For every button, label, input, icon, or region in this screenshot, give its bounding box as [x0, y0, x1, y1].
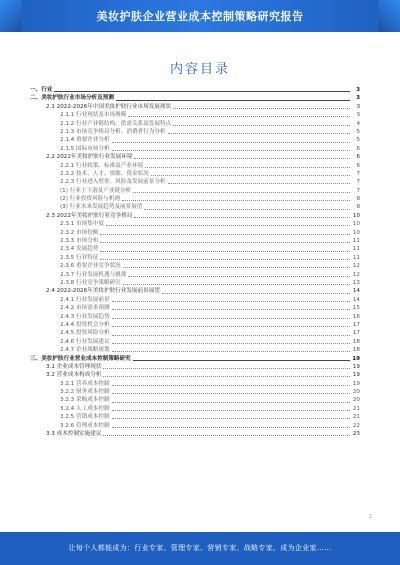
toc-entry-label: 2.1.3 市场竞争格局分析、消费者行为分析 [60, 128, 166, 135]
toc-leader-dots [144, 208, 350, 210]
toc-leader-dots [106, 224, 350, 226]
toc-leader-dots [112, 141, 350, 143]
toc-entry[interactable] [30, 203, 360, 211]
toc-entry[interactable] [30, 237, 360, 245]
toc-leader-dots [112, 401, 350, 403]
toc-entry[interactable] [30, 413, 360, 421]
toc-entry-page: 11 [352, 246, 360, 253]
toc-entry-label: 2.2.1 行业政策、标准及产业环境 [60, 162, 144, 169]
toc-entry[interactable] [30, 162, 360, 170]
toc-entry-label: 2.3.2 市场份额 [60, 229, 99, 236]
toc-entry-label: 2.4.6 行业发展建议 [60, 338, 110, 345]
toc-entry-page: 4 [356, 120, 360, 127]
toc-entry-page: 13 [352, 279, 360, 286]
toc-leader-dots [112, 342, 350, 344]
toc-entry[interactable] [30, 170, 360, 178]
toc-entry-page: 5 [356, 128, 360, 135]
toc-entry[interactable] [30, 338, 360, 346]
toc-entry-label: 2.3.7 行业发展机遇与挑战 [60, 271, 127, 278]
toc-entry-label: 2.3.4 发展趋势 [60, 246, 99, 253]
toc-entry[interactable] [30, 388, 360, 396]
toc-entry[interactable] [30, 355, 360, 363]
toc-leader-dots [128, 275, 350, 277]
toc-leader-dots [103, 375, 350, 377]
toc-entry[interactable] [30, 103, 360, 111]
toc-entry[interactable] [30, 405, 360, 413]
toc-entry-page: 23 [352, 431, 360, 438]
toc-leader-dots [112, 426, 350, 428]
toc-entry-label: 2.1.4 重要企业分析 [60, 137, 110, 144]
toc-entry-page: 20 [352, 389, 360, 396]
toc-entry-label: 一、行业 [30, 87, 53, 93]
toc-entry-label: 2.3.1 市场集中度 [60, 221, 104, 228]
toc-entry-page: 3 [356, 95, 360, 102]
toc-entry-label: 2.4.4 投资机会分析 [60, 321, 110, 328]
toc-entry-page: 7 [356, 179, 360, 186]
toc-entry-page: 19 [352, 380, 360, 387]
toc-leader-dots [112, 317, 350, 319]
toc-entry-label: 3.3 成本控制实施建议 [46, 431, 102, 438]
toc-entry[interactable] [30, 371, 360, 379]
toc-entry-label: 2.2.3 行业进入壁垒、风险及发展前景分析 [60, 179, 166, 186]
toc-entry[interactable] [30, 178, 360, 186]
footer-slogan: 让每个人都能成为：行业专家、管理专家、营销专家、战略专家、成为企业家…… [68, 544, 332, 552]
toc-entry[interactable] [30, 136, 360, 144]
toc-entry[interactable] [30, 329, 360, 337]
toc-entry-page: 22 [352, 422, 360, 429]
toc-leader-dots [133, 359, 350, 361]
toc-entry-label: 3.2.1 营养成本控制 [60, 380, 110, 387]
toc-entry-label: 3.2.6 管理成本控制 [60, 422, 110, 429]
toc-entry[interactable] [30, 287, 360, 295]
toc-entry-label: 3.2 营业成本构成分析 [46, 372, 102, 379]
toc-leader-dots [112, 308, 350, 310]
toc-entry[interactable] [30, 262, 360, 270]
toc-entry-page: 21 [352, 405, 360, 412]
toc-leader-dots [168, 182, 350, 184]
toc-leader-dots [112, 392, 350, 394]
toc-entry-label: 2.2 2022年美妆护肤行业发展环境 [46, 154, 133, 161]
toc-entry-page: 18 [352, 347, 360, 354]
toc-entry[interactable] [30, 346, 360, 354]
toc-entry-page: 14 [352, 296, 360, 303]
toc-entry[interactable] [30, 187, 360, 195]
toc-entry-label: 2.3 2022年美妆护肤行业竞争格局 [46, 212, 133, 219]
toc-leader-dots [100, 241, 350, 243]
toc-entry-label: 3.2.4 人工成本控制 [60, 405, 110, 412]
toc-entry-page: 14 [352, 288, 360, 295]
toc-entry-page: 6 [356, 154, 360, 161]
toc-entry-page: 5 [356, 137, 360, 144]
toc-entry-label: 2.4.5 投资风险分析 [60, 330, 110, 337]
toc-entry-page: 11 [352, 238, 360, 245]
toc-entry-page: 12 [352, 271, 360, 278]
toc-entry[interactable] [30, 313, 360, 321]
toc-entry-label: 2.3.8 行业竞争策略研究 [60, 279, 121, 286]
toc-entry[interactable] [30, 380, 360, 388]
toc-entry-page: 12 [352, 263, 360, 270]
toc-entry-page: 10 [352, 212, 360, 219]
toc-leader-dots [112, 325, 350, 327]
toc-entry[interactable] [30, 254, 360, 262]
toc-entry-label: 3.2.2 财务成本控制 [60, 389, 110, 396]
toc-leader-dots [103, 367, 350, 369]
toc-entry[interactable] [30, 86, 360, 94]
toc-entry-page: 7 [356, 170, 360, 177]
toc-leader-dots [162, 292, 350, 294]
toc-entry-page: 19 [352, 372, 360, 379]
toc-entry[interactable] [30, 296, 360, 304]
toc-entry-page: 3 [356, 103, 360, 110]
toc-leader-dots [112, 409, 350, 411]
toc-leader-dots [134, 216, 350, 218]
toc-entry-label: 2.3.5 行业特征 [60, 254, 99, 261]
toc-leader-dots [54, 90, 350, 92]
toc-entry-page: 20 [352, 397, 360, 404]
toc-leader-dots [112, 350, 350, 352]
toc-entry[interactable] [30, 153, 360, 161]
toc-entry-label: 2.4.2 市场需求预测 [60, 305, 110, 312]
toc-entry[interactable] [30, 94, 360, 102]
toc-leader-dots [100, 233, 350, 235]
toc-leader-dots [100, 250, 350, 252]
toc-entry-page: 8 [356, 204, 360, 211]
toc-entry-label: 2.1 2022-2026年中国美妆护肤行业市场发展现状 [46, 103, 172, 110]
toc-leader-dots [112, 384, 350, 386]
toc-entry-page: 10 [352, 221, 360, 228]
toc-entry-page: 15 [352, 305, 360, 312]
toc-entry-page: 6 [356, 162, 360, 169]
toc-entry[interactable] [30, 422, 360, 430]
toc-leader-dots [128, 115, 350, 117]
toc-entry[interactable] [30, 396, 360, 404]
toc-entry-label: 2.1.1 行业现状及市场规模 [60, 112, 127, 119]
toc-entry[interactable] [30, 145, 360, 153]
toc-leader-dots [123, 266, 350, 268]
toc-entry[interactable] [30, 229, 360, 237]
toc-entry-label: 2.4.1 行业发展前景 [60, 296, 110, 303]
toc-entry-label: 2.4 2022-2026年美妆护肤行业发展前景展望 [46, 288, 160, 295]
toc-entry[interactable] [30, 304, 360, 312]
toc-entry-label: 2.3.6 重要企业竞争状况 [60, 263, 121, 270]
toc-entry[interactable] [30, 120, 360, 128]
report-title: 美妆护肤企业营业成本控制策略研究报告 [96, 10, 304, 23]
toc-entry[interactable] [30, 220, 360, 228]
toc-entry[interactable] [30, 271, 360, 279]
toc-entry[interactable] [30, 245, 360, 253]
toc-entry[interactable] [30, 279, 360, 287]
toc-entry[interactable] [30, 212, 360, 220]
toc-leader-dots [168, 132, 350, 134]
toc-entry-page: 11 [352, 254, 360, 261]
toc-entry-page: 7 [356, 187, 360, 194]
toc-leader-dots [133, 191, 350, 193]
toc-entry-label: 2.4.7 企业战略规划 [60, 347, 110, 354]
toc-leader-dots [116, 99, 350, 101]
toc-entry-label: 2.4.3 行业发展趋势 [60, 313, 110, 320]
toc-leader-dots [123, 283, 350, 285]
toc-entry[interactable] [30, 363, 360, 371]
toc-leader-dots [112, 300, 350, 302]
toc-entry-label: (1) 行业上下游及产业链分析 [60, 187, 132, 194]
toc-leader-dots [122, 199, 350, 201]
toc-entry-page: 8 [356, 196, 360, 203]
toc-entry-page: 17 [352, 321, 360, 328]
toc-entry[interactable] [30, 195, 360, 203]
page-number: 2 [368, 514, 372, 520]
toc-entry-label: (3) 行业未来发展趋势及前景展望 [60, 204, 143, 211]
toc-entry-page: 10 [352, 229, 360, 236]
toc-entry-label: 三、美妆护肤行业营业成本控制策略研究 [30, 355, 131, 362]
table-of-contents [30, 86, 360, 438]
toc-entry-page: 17 [352, 330, 360, 337]
toc-entry-page: 6 [356, 145, 360, 152]
toc-entry-label: 2.3.3 市场分布 [60, 238, 99, 245]
toc-heading: 内容目录 [169, 62, 230, 77]
toc-entry-page: 3 [356, 112, 360, 119]
toc-leader-dots [112, 417, 350, 419]
toc-leader-dots [100, 258, 350, 260]
toc-leader-dots [151, 174, 350, 176]
toc-entry-label: 二、美妆护肤行业市场分析及预测 [30, 95, 114, 102]
toc-leader-dots [173, 107, 350, 109]
toc-entry-label: 2.2.2 技术、人才、资源、资金状况 [60, 170, 149, 177]
toc-entry[interactable] [30, 321, 360, 329]
toc-entry-label: 2.1.5 国际市场分析 [60, 145, 110, 152]
toc-leader-dots [134, 157, 350, 159]
toc-leader-dots [103, 434, 350, 436]
toc-leader-dots [112, 334, 350, 336]
toc-leader-dots [145, 166, 350, 168]
toc-entry-page: 18 [352, 338, 360, 345]
toc-entry-page: 19 [352, 363, 360, 370]
toc-entry-page: 16 [352, 313, 360, 320]
toc-entry[interactable] [30, 111, 360, 119]
toc-entry-page: 21 [352, 414, 360, 421]
toc-entry-label: 2.1.2 行业产业链结构、供需关系及发展特点 [60, 120, 172, 127]
toc-entry[interactable] [30, 128, 360, 136]
toc-entry-label: 3.2.5 营销成本控制 [60, 414, 110, 421]
toc-entry-label: 3.2.3 采购成本控制 [60, 397, 110, 404]
toc-entry-page: 19 [352, 355, 360, 362]
toc-entry-label: 3.1 企业成本管理现状 [46, 363, 102, 370]
toc-leader-dots [173, 124, 350, 126]
toc-entry[interactable] [30, 430, 360, 438]
toc-entry-page: 3 [356, 87, 360, 93]
toc-leader-dots [112, 149, 350, 151]
toc-entry-label: (2) 行业投资风险与机遇 [60, 196, 121, 203]
